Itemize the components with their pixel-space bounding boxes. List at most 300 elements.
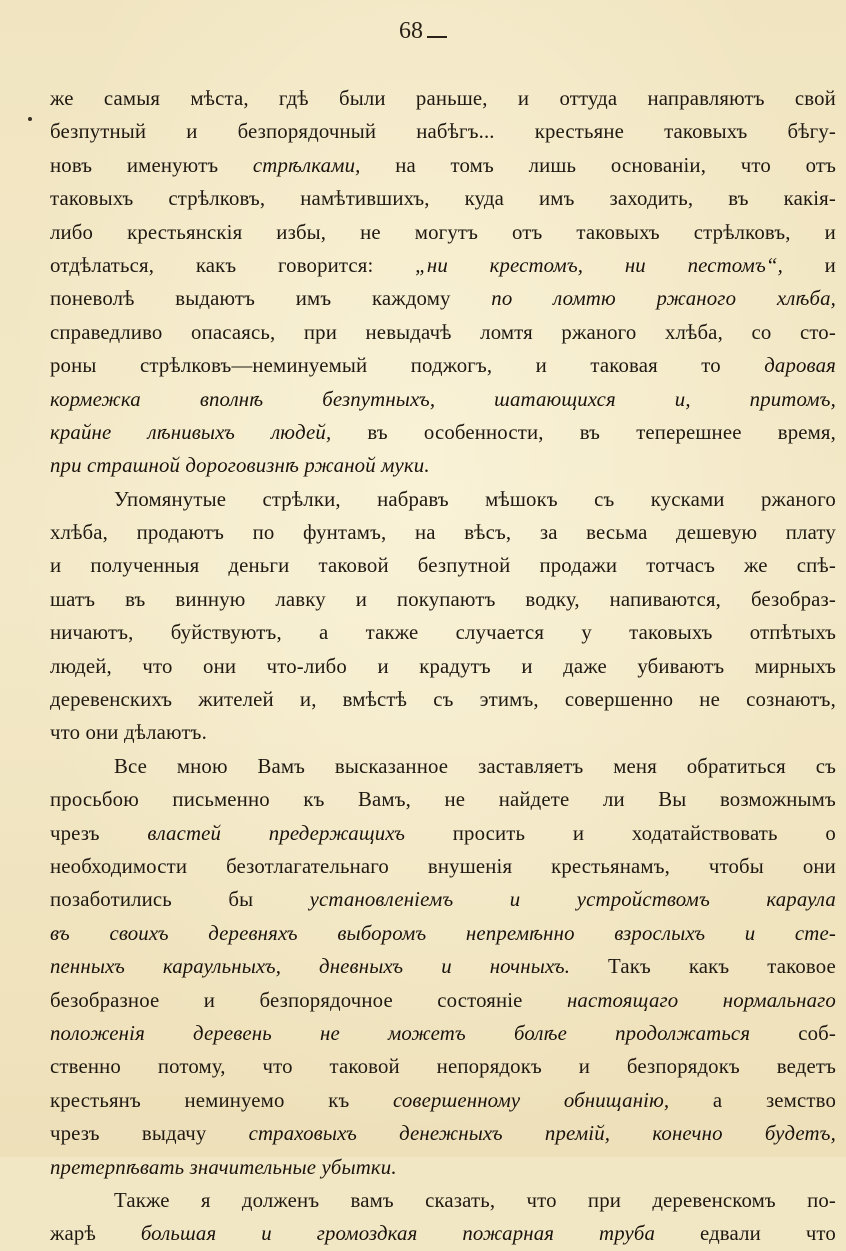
word: громоздкая [316, 1222, 418, 1246]
word: были [339, 87, 386, 110]
word: не [699, 688, 720, 712]
word: стрѣлковъ—неминуемый [139, 354, 368, 378]
word: чтобы [708, 854, 764, 878]
word: имъ [539, 187, 575, 211]
word: и [572, 821, 585, 845]
word: и, [674, 387, 691, 411]
text-line [50, 1017, 836, 1050]
text-line [50, 1117, 836, 1150]
word: спѣ- [796, 554, 836, 578]
text-line [50, 917, 836, 950]
word: и [517, 87, 530, 110]
word: даже [563, 654, 607, 678]
word: безотлагательнаго [226, 854, 389, 878]
word: крестьяне [534, 120, 625, 144]
word: шатающихся [494, 387, 616, 411]
word: съ [815, 754, 836, 778]
word: жителей [198, 688, 274, 712]
word: совершенно [564, 688, 674, 712]
page-number: 68 [0, 18, 846, 45]
text-line [50, 1217, 836, 1250]
word: ничаютъ, [50, 621, 134, 645]
word: томъ [450, 153, 494, 177]
word: людей, [271, 420, 332, 444]
word: что-либо [266, 654, 347, 678]
word: обратиться [686, 754, 786, 778]
text-line [50, 449, 836, 482]
text-line [50, 984, 836, 1017]
word: пожарная [462, 1222, 555, 1246]
word: тотчасъ [646, 554, 715, 578]
word: полученныя [90, 554, 200, 578]
text-line [50, 850, 836, 883]
word: Также [114, 1188, 170, 1212]
word: сознаютъ, [746, 688, 836, 712]
word: пестомъ“, [687, 253, 783, 277]
word: таковое [767, 955, 836, 979]
word: самыя [103, 87, 161, 110]
word: водку, [525, 587, 580, 611]
word: значительные [189, 1155, 322, 1179]
word: съ [594, 487, 615, 511]
word: кормежка [50, 387, 141, 411]
word: выдачу [141, 1122, 207, 1146]
word: продаютъ [136, 521, 225, 545]
ink-speck [28, 117, 32, 121]
word: притомъ, [749, 387, 836, 411]
word: и [509, 888, 521, 912]
word: Вамъ, [358, 788, 411, 812]
word: со [751, 320, 772, 344]
word: за [539, 521, 558, 545]
word: же [744, 554, 768, 578]
word: этимъ, [479, 688, 539, 712]
word: письменно [172, 788, 270, 812]
word: настоящаго [566, 988, 679, 1012]
word: совершенному [393, 1088, 521, 1112]
word: опасаясь, [191, 320, 276, 344]
word: стрѣлки, [262, 487, 341, 511]
word: едвали [699, 1222, 761, 1246]
word: своихъ [109, 921, 169, 945]
word: устройствомъ [576, 888, 710, 912]
word: ржаного [656, 287, 737, 311]
word: же [50, 87, 74, 110]
word: дѣлаютъ. [123, 721, 207, 745]
word: и, [299, 688, 317, 712]
word: именуютъ [126, 153, 219, 177]
word: хлѣба, [50, 521, 108, 545]
word: сте- [794, 921, 836, 945]
text-line [50, 683, 836, 716]
word: продажи [539, 554, 618, 578]
word: стрѣлками, [252, 153, 361, 177]
word: дешевую [676, 521, 758, 545]
word: не [444, 788, 466, 812]
word: при [303, 320, 337, 344]
word: чрезъ [50, 1122, 100, 1146]
word: стрѣлковъ, [168, 187, 266, 211]
word: взрослыхъ [614, 921, 706, 945]
word: ходатайствовать [631, 821, 778, 845]
word: въ [728, 187, 749, 211]
word: о [825, 821, 836, 845]
word: и [186, 120, 198, 144]
word: убытки. [321, 1155, 397, 1179]
word: съ [433, 688, 454, 712]
text-line [50, 282, 836, 315]
word: оттуда [559, 87, 618, 110]
word: мною [176, 754, 228, 778]
text-line [50, 516, 836, 549]
word: къ [303, 788, 325, 812]
word: выдаютъ [175, 287, 256, 311]
word: и [578, 1055, 591, 1079]
text-line [50, 549, 836, 582]
text-line [50, 149, 836, 182]
text-line [50, 316, 836, 349]
word: въ [125, 587, 146, 611]
word: безпутный [50, 120, 147, 144]
word: „ни [415, 253, 448, 277]
word: лишь [528, 153, 577, 177]
word: крестьянамъ, [551, 854, 670, 878]
word: неминуемо [184, 1088, 285, 1112]
word: винную [175, 587, 246, 611]
word: на [414, 521, 436, 545]
word: что [142, 654, 173, 678]
word: они [85, 721, 124, 745]
word: таковыхъ [576, 220, 660, 244]
word: властей [147, 821, 222, 845]
word: безпутной [417, 554, 511, 578]
paragraph-1 [50, 82, 836, 483]
word: вѣсъ, [464, 521, 512, 545]
word: будетъ, [764, 1122, 836, 1146]
word: состояніе [437, 988, 523, 1012]
word: фунтамъ, [303, 521, 387, 545]
word: денежныхъ [399, 1122, 503, 1146]
word: земство [765, 1088, 836, 1112]
word: избы, [276, 220, 327, 244]
word: мирныхъ [754, 654, 836, 678]
word: и [521, 654, 533, 678]
word: потому, [157, 1055, 226, 1079]
word: караульныхъ, [162, 955, 282, 979]
word: крадутъ [419, 654, 491, 678]
word: установленіемъ [309, 888, 454, 912]
word: положенія [50, 1021, 145, 1045]
word: ночныхъ. [489, 955, 571, 979]
text-line [50, 1151, 836, 1184]
text-line [50, 616, 836, 649]
word: таковыхъ [664, 120, 748, 144]
word: дневныхъ [319, 955, 404, 979]
text-line [50, 716, 836, 749]
word: и [441, 955, 452, 979]
word: предержащихъ [268, 821, 406, 845]
word: и [824, 253, 836, 277]
word: дороговизнѣ [185, 454, 305, 478]
word: что [50, 721, 86, 745]
word: раньше, [415, 87, 488, 110]
word: Упомянутые [114, 487, 227, 511]
word: таковыхъ [50, 187, 134, 211]
word: позаботились [50, 888, 172, 912]
word: таковая [590, 354, 658, 378]
word: сказать, [425, 1188, 496, 1212]
word: гдѣ [278, 87, 309, 110]
word: Все [114, 754, 148, 778]
word: на [395, 153, 416, 177]
word: обнищанію, [563, 1088, 670, 1112]
word: заставляетъ [477, 754, 584, 778]
word: они [802, 854, 836, 878]
word: къ [328, 1088, 350, 1112]
word: роны [50, 354, 97, 378]
word: ли [602, 788, 625, 812]
text-line [50, 483, 836, 516]
word: хлѣба, [776, 287, 836, 311]
word: ржаной [304, 454, 382, 478]
word: и [744, 921, 756, 945]
word: ственно [50, 1055, 121, 1079]
text-line [50, 249, 836, 282]
word: поневолѣ [50, 287, 135, 311]
word: отъ [512, 220, 543, 244]
word: деревняхъ [208, 921, 298, 945]
word: непорядокъ [436, 1055, 542, 1079]
word: стрѣлковъ, [693, 220, 791, 244]
word: просьбою [50, 788, 139, 812]
word: крайне [50, 420, 112, 444]
word: безобраз- [750, 587, 836, 611]
word: кусками [650, 487, 725, 511]
word: Вамъ [257, 754, 306, 778]
text-line [50, 783, 836, 816]
word: мѣста, [190, 87, 249, 110]
word: конечно [652, 1122, 723, 1146]
word: ломтя [480, 320, 533, 344]
word: что [805, 1222, 836, 1246]
word: соб- [798, 1021, 836, 1045]
word: Вы [658, 788, 687, 812]
text-line [50, 883, 836, 916]
word: лавку [275, 587, 326, 611]
text-line [50, 82, 836, 115]
word: деревенскомъ [652, 1188, 776, 1212]
word: основаніи, [610, 153, 707, 177]
word: страшной [87, 454, 186, 478]
word: и [535, 354, 547, 378]
word: говорится: [278, 253, 374, 277]
word: деньги [228, 554, 290, 578]
word: безпутныхъ, [322, 387, 436, 411]
word: страховыхъ [248, 1122, 357, 1146]
text-line [50, 349, 836, 382]
word: убиваютъ [637, 654, 725, 678]
word: сто- [799, 320, 836, 344]
word: отдѣлаться, [50, 253, 155, 277]
word: муки. [381, 454, 430, 478]
text-line [50, 583, 836, 616]
word: время, [777, 420, 836, 444]
text-line [50, 216, 836, 249]
word: долженъ [241, 1188, 320, 1212]
text-line [50, 383, 836, 416]
word: деревенскихъ [50, 688, 173, 712]
word: безпорядокъ [626, 1055, 740, 1079]
word: большая [140, 1222, 217, 1246]
word: какъ [688, 955, 730, 979]
paragraph-3 [50, 750, 836, 1184]
word: претерпѣвать [50, 1155, 190, 1179]
body-text [50, 82, 836, 1251]
text-line [50, 1050, 836, 1083]
word: случается [455, 621, 545, 645]
text-line [50, 182, 836, 215]
word: набѣгъ... [416, 120, 495, 144]
word: жарѣ [50, 1222, 96, 1246]
word: весьма [586, 521, 648, 545]
word: также [365, 621, 419, 645]
word: что [262, 1055, 293, 1079]
word: найдете [498, 788, 570, 812]
word: новъ [50, 153, 93, 177]
word: напиваются, [609, 587, 722, 611]
word: а [319, 621, 329, 645]
word: при [50, 454, 87, 478]
word: въ [367, 420, 388, 444]
word: мѣшокъ [485, 487, 558, 511]
paragraph-2 [50, 483, 836, 750]
word: ржаного [561, 320, 637, 344]
word: ломтю [553, 287, 616, 311]
word: бѣгу- [787, 120, 836, 144]
word: а [712, 1088, 723, 1112]
word: направляютъ [647, 87, 765, 110]
word: таковыхъ [629, 621, 713, 645]
word: имъ [295, 287, 332, 311]
word: безпорядочное [259, 988, 393, 1012]
word: не [360, 220, 381, 244]
word: возможнымъ [719, 788, 836, 812]
word: внушенія [427, 854, 513, 878]
word: крестьянъ [50, 1088, 141, 1112]
word: болѣе [513, 1021, 567, 1045]
word: какія- [783, 187, 836, 211]
text-line [50, 1184, 836, 1217]
word: и [261, 1222, 272, 1246]
word: то [701, 354, 721, 378]
word: ни [624, 253, 646, 277]
word: труба [599, 1222, 656, 1246]
word: по [491, 287, 513, 311]
word: либо [50, 220, 94, 244]
word: даровая [764, 354, 836, 378]
word: поджогъ, [410, 354, 493, 378]
word: выборомъ [337, 921, 427, 945]
word: и [203, 988, 216, 1012]
word: каждому [371, 287, 451, 311]
word: покупаютъ [396, 587, 496, 611]
word: отпѣтыхъ [749, 621, 836, 645]
word: у [581, 621, 592, 645]
word: вамъ [350, 1188, 394, 1212]
word: деревень [193, 1021, 272, 1045]
word: какъ [195, 253, 237, 277]
word: бы [228, 888, 254, 912]
word: въ [50, 921, 70, 945]
word: Такъ [608, 955, 651, 979]
word: плату [785, 521, 836, 545]
word: пенныхъ [50, 955, 125, 979]
word: набравъ [377, 487, 449, 511]
text-line [50, 115, 836, 148]
paragraph-4 [50, 1184, 836, 1251]
word: необходимости [50, 854, 188, 878]
word: они [203, 654, 237, 678]
word: высказанное [334, 754, 449, 778]
word: премій, [544, 1122, 611, 1146]
word: и [355, 587, 367, 611]
word: крестомъ, [489, 253, 584, 277]
word: свой [794, 87, 836, 110]
word: и [824, 220, 836, 244]
word: я [200, 1188, 211, 1212]
word: особенности, [423, 420, 544, 444]
word: не [320, 1021, 340, 1045]
word: куда [464, 187, 504, 211]
word: буйствуютъ, [170, 621, 282, 645]
word: и [377, 654, 389, 678]
word: чрезъ [50, 821, 100, 845]
word: лѣнивыхъ [147, 420, 235, 444]
word: меня [613, 754, 657, 778]
word: ведетъ [776, 1055, 836, 1079]
word: отъ [805, 153, 836, 177]
word: таковой [318, 554, 389, 578]
word: въ [579, 420, 601, 444]
word: вмѣстѣ [342, 688, 408, 712]
word: по [252, 521, 275, 545]
text-line [50, 817, 836, 850]
word: шатъ [50, 587, 96, 611]
word: безобразное [50, 988, 160, 1012]
word: справедливо [50, 320, 163, 344]
word: людей, [50, 654, 112, 678]
word: что [526, 1188, 557, 1212]
word: ржаного [760, 487, 836, 511]
word: могутъ [414, 220, 479, 244]
text-line [50, 750, 836, 783]
word: продолжаться [615, 1021, 751, 1045]
word: караула [766, 888, 836, 912]
text-line [50, 950, 836, 983]
word: можетъ [387, 1021, 466, 1045]
word: что [740, 153, 771, 177]
word: таковой [329, 1055, 400, 1079]
word: при [587, 1188, 622, 1212]
word: вполнѣ [199, 387, 264, 411]
word: безпорядочный [237, 120, 377, 144]
text-line [50, 1084, 836, 1117]
word: хлѣба, [664, 320, 723, 344]
word: крестьянскія [127, 220, 243, 244]
word: и [50, 554, 62, 578]
text-line [50, 416, 836, 449]
word: просить [452, 821, 526, 845]
